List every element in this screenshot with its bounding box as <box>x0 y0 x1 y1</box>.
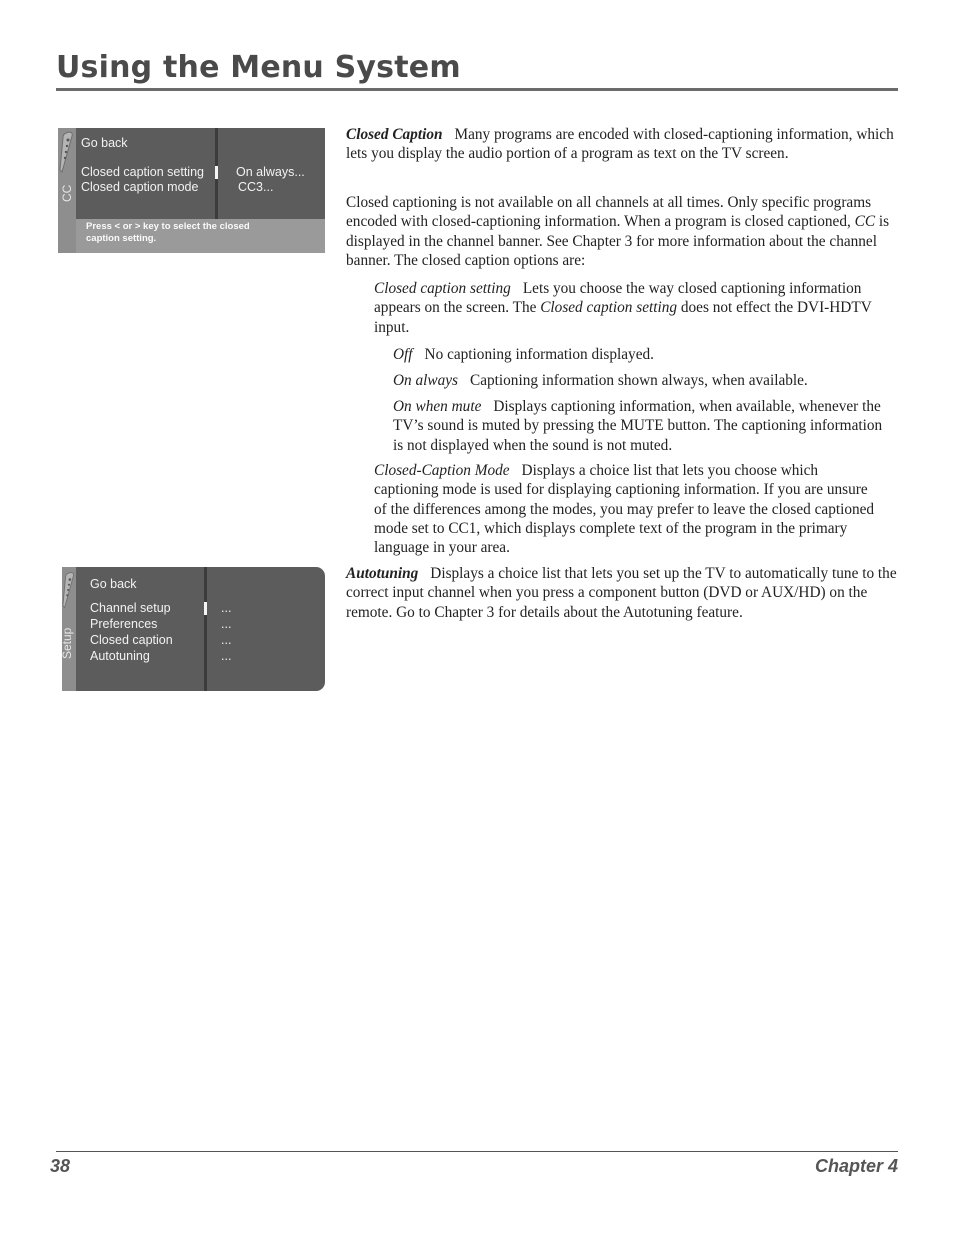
menu-item-value: ... <box>221 617 232 631</box>
option-term: Off <box>393 346 413 363</box>
paragraph-text: Many programs are encoded with closed-captioning information, which lets you display the audio portion of a program as text on the TV screen. <box>346 126 894 163</box>
setup-menu-screenshot <box>62 567 325 691</box>
section-heading: Closed Caption <box>346 126 443 143</box>
inline-term: Closed caption setting <box>540 299 678 317</box>
option-term: Closed caption setting <box>374 280 511 297</box>
paragraph-text: does not effect the DVI-HDTV input. <box>374 299 872 336</box>
help-text-line: caption setting. <box>86 233 157 244</box>
menu-help-bar <box>76 219 325 253</box>
menu-item-value: CC3... <box>238 180 274 194</box>
title-divider <box>56 88 898 91</box>
paragraph-text: Lets you choose the way closed captioning information appears on the screen. The <box>374 280 862 317</box>
menu-item-channel-setup[interactable]: Channel setup <box>90 601 171 615</box>
option-term: Closed-Caption Mode <box>374 462 510 479</box>
option-on-always <box>393 371 902 390</box>
option-off <box>393 345 902 364</box>
remote-control-icon <box>59 130 75 174</box>
footer-divider <box>56 1151 898 1152</box>
selection-cursor <box>204 602 207 615</box>
closed-caption-menu-screenshot <box>58 128 325 253</box>
go-back-item[interactable]: Go back <box>90 577 137 591</box>
menu-item-preferences[interactable]: Preferences <box>90 617 158 631</box>
help-text-line: Press < or > key to select the closed <box>86 221 250 232</box>
autotuning-description <box>346 564 902 622</box>
go-back-item[interactable]: Go back <box>81 136 128 150</box>
section-heading: Autotuning <box>346 565 419 582</box>
closed-caption-setting-description <box>374 279 902 337</box>
menu-column-divider <box>204 567 207 691</box>
menu-item-closed-caption-setting[interactable]: Closed caption setting <box>81 165 204 179</box>
paragraph-text: Displays captioning information, when available, whenever the TV’s sound is muted by pressing the MUTE button. The captioning information is not displayed when the sound is not muted. <box>393 398 883 454</box>
closed-caption-availability <box>346 193 902 270</box>
paragraph-text: Displays a choice list that lets you choose which captioning mode is used for displaying captioning information. If you are unsure of the differences among the modes, you may prefer to leave the closed captioned mode set to CC1, which displays complete text of the program in the primary language in your area. <box>374 462 875 557</box>
paragraph-text: Displays a choice list that lets you set up the TV to automatically tune to the correct input channel when you press a component button (DVD or AUX/HD) on the remote. Go to Chapter 3 for details about the Autotuning feature. <box>346 565 897 621</box>
closed-caption-mode-description <box>374 461 884 557</box>
paragraph-text: is displayed in the channel banner. See Chapter 3 for more information about the channel banner. The closed caption options are: <box>346 213 890 269</box>
remote-control-icon <box>62 568 76 612</box>
option-term: On when mute <box>393 398 482 415</box>
menu-item-closed-caption[interactable]: Closed caption <box>90 633 173 647</box>
option-term: On always <box>393 372 459 389</box>
paragraph-text: Closed captioning is not available on all channels at all times. Only specific programs encoded with closed-captioning information. When a program is closed captioned, <box>346 194 872 231</box>
paragraph-text: No captioning information displayed. <box>424 346 654 363</box>
menu-item-closed-caption-mode[interactable]: Closed caption mode <box>81 180 199 194</box>
page-number: 38 <box>50 1156 71 1176</box>
option-on-when-mute <box>393 397 883 455</box>
menu-item-value: On always... <box>236 165 305 179</box>
menu-item-autotuning[interactable]: Autotuning <box>90 649 150 663</box>
selection-cursor <box>215 166 218 179</box>
paragraph-text: Captioning information shown always, when available. <box>470 372 808 389</box>
page-title: Using the Menu System <box>56 50 461 85</box>
menu-item-value: ... <box>221 649 232 663</box>
menu-item-value: ... <box>221 633 232 647</box>
chapter-label: Chapter 4 <box>814 1156 898 1176</box>
menu-item-value: ... <box>221 601 232 615</box>
inline-term: CC <box>854 213 876 231</box>
menu-side-label: CC <box>60 184 74 202</box>
menu-side-label: Setup <box>60 627 74 659</box>
closed-caption-intro <box>346 125 902 164</box>
